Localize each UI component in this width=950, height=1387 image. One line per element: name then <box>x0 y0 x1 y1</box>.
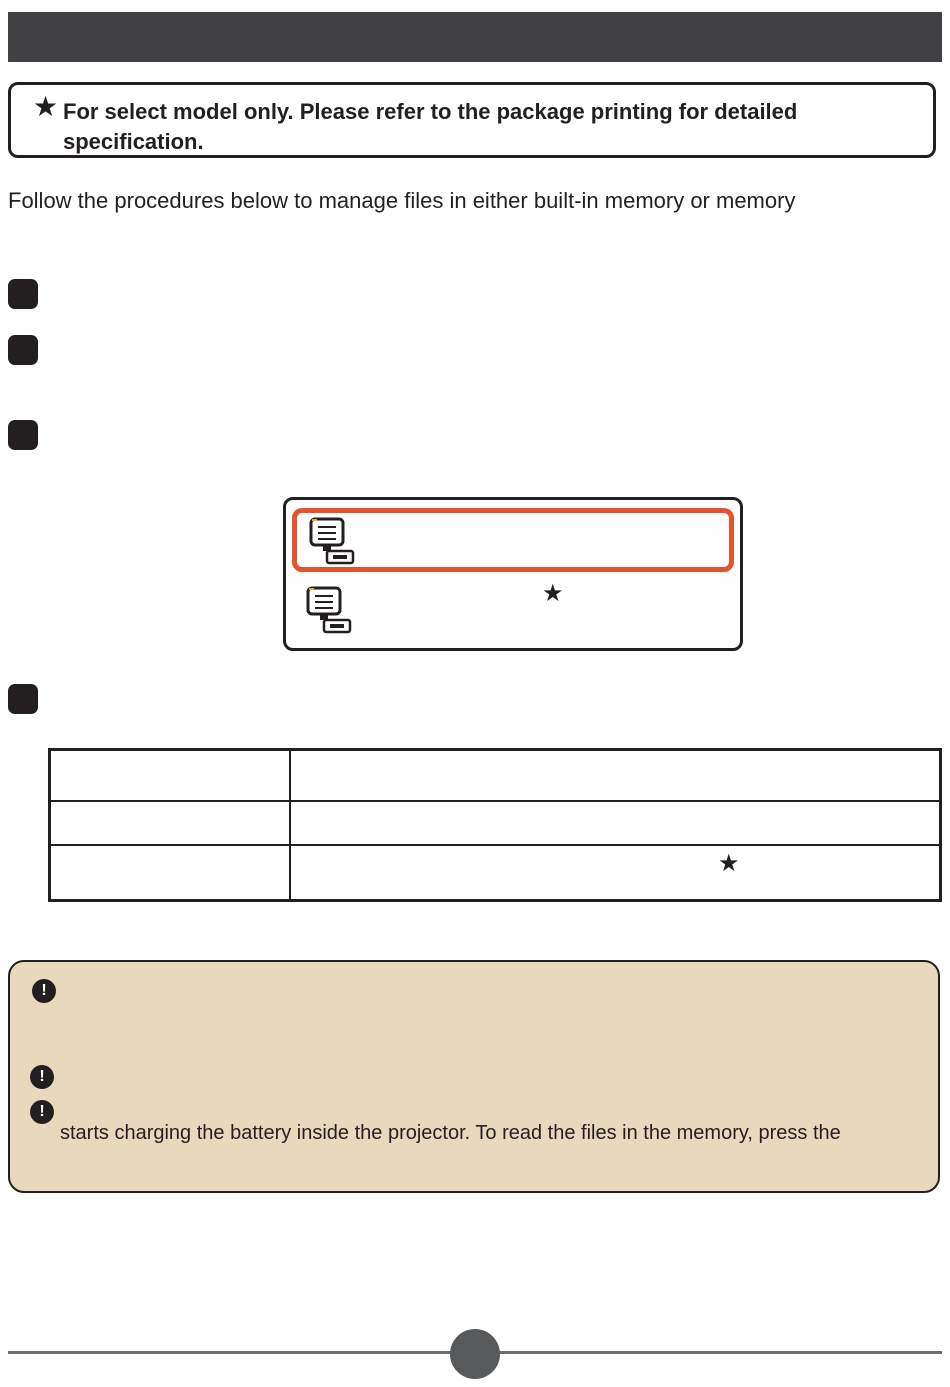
step-badge-2 <box>8 335 38 365</box>
warning-icon: ! <box>30 1100 54 1124</box>
step-badge-3 <box>8 420 38 450</box>
caution-text: starts charging the battery inside the projector. To read the files in the memory, press the <box>60 1122 841 1144</box>
table-cell <box>290 845 941 901</box>
table-row <box>50 801 941 845</box>
intro-text: Follow the procedures below to manage files in either built-in memory or memory <box>8 188 796 213</box>
file-manager-menu <box>283 497 743 651</box>
table-row <box>50 845 941 901</box>
file-manager-icon <box>303 515 359 571</box>
table-cell <box>50 750 291 801</box>
warning-icon: ! <box>30 1065 54 1089</box>
table-cell <box>290 750 941 801</box>
page-number-circle <box>450 1329 500 1379</box>
table-cell <box>50 801 291 845</box>
table-cell <box>50 845 291 901</box>
star-icon: ★ <box>542 580 564 607</box>
star-icon: ★ <box>33 91 59 122</box>
step-badge-1 <box>8 279 38 309</box>
model-note-text <box>63 97 923 157</box>
header-bar <box>8 12 942 62</box>
file-manager-icon[interactable] <box>300 584 356 640</box>
menu-item-selected[interactable] <box>292 508 734 572</box>
table-cell <box>290 801 941 845</box>
warning-icon: ! <box>32 979 56 1003</box>
function-table <box>48 748 942 902</box>
model-note-line1: For select model only. Please refer to the package printing for detailed <box>63 99 798 124</box>
table-row <box>50 750 941 801</box>
star-icon: ★ <box>718 850 740 877</box>
step-badge-4 <box>8 684 38 714</box>
model-note-box <box>8 82 936 158</box>
model-note-line2: specification. <box>63 129 204 154</box>
caution-box <box>8 960 940 1193</box>
